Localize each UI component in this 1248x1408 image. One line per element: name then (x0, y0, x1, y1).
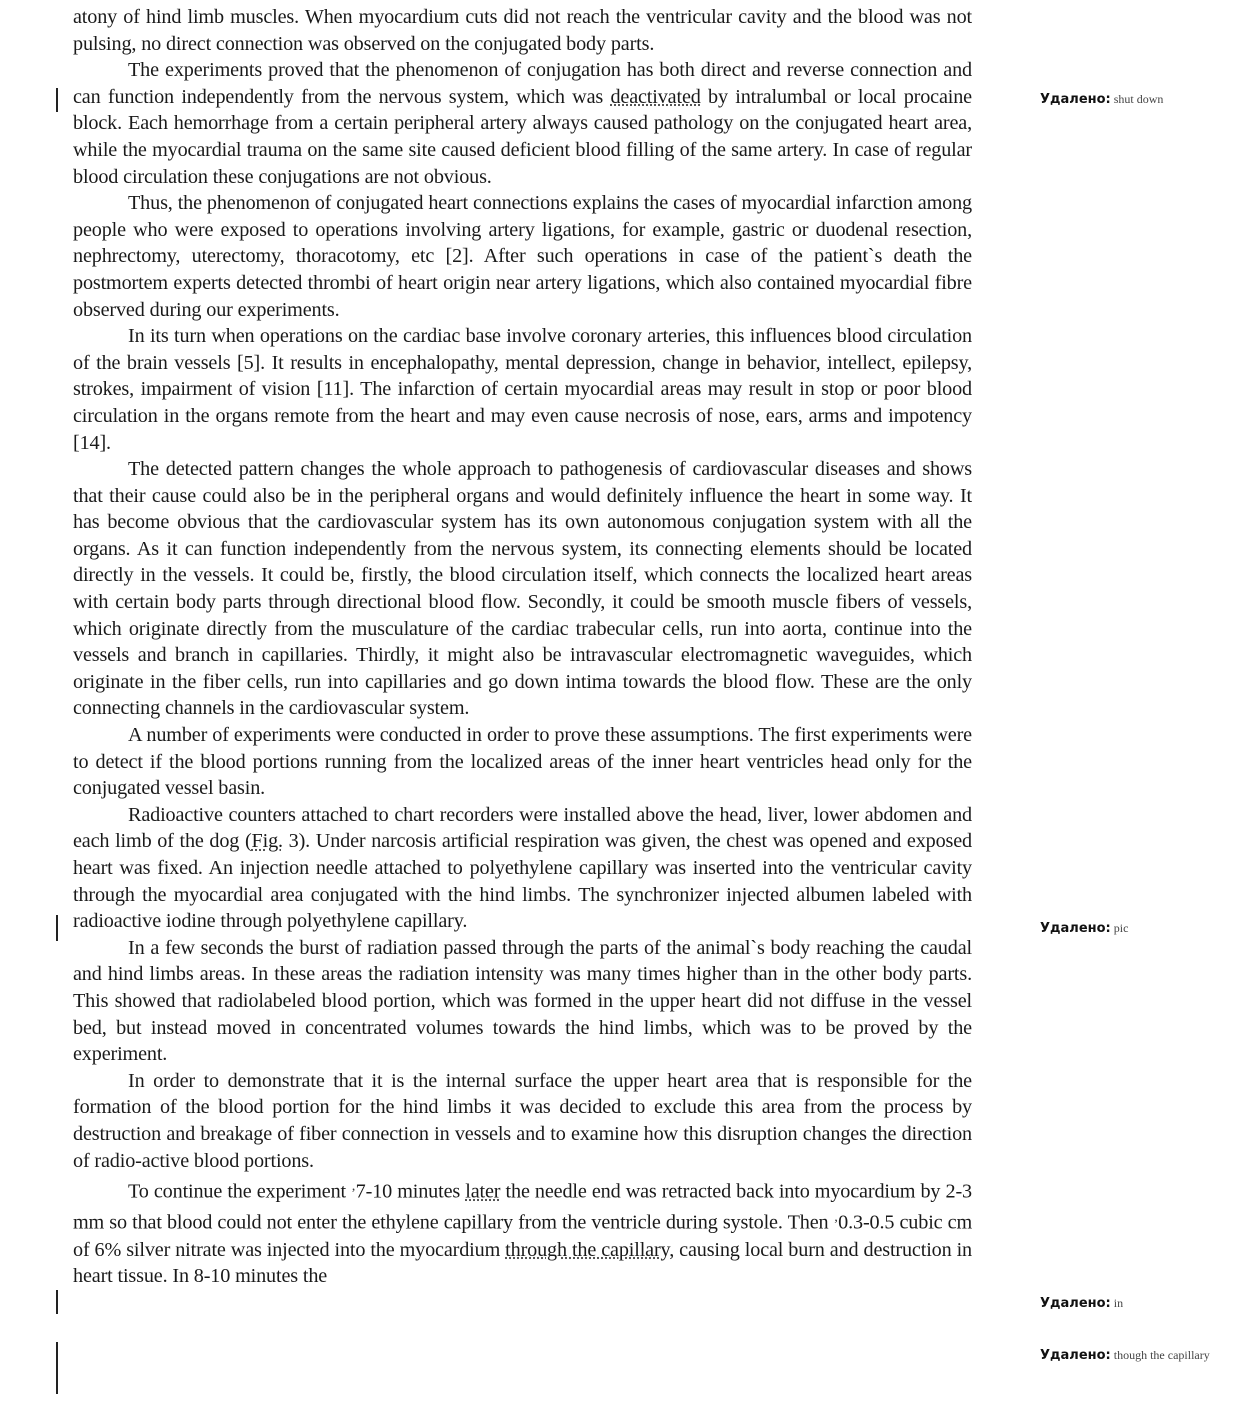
paragraph-text: , causing local burn and destruction in heart tissue. In 8-10 minutes the (73, 1238, 972, 1288)
paragraph (73, 802, 972, 935)
margin-comment-deleted[interactable] (1040, 1347, 1210, 1363)
inserted-text[interactable]: Fig. (251, 830, 283, 853)
change-bar (56, 1342, 58, 1394)
margin-comment-deleted[interactable] (1040, 1295, 1123, 1311)
deleted-text: in (1113, 1296, 1124, 1310)
comment-label: Удалено: (1040, 92, 1111, 107)
paragraph-text: To continue the experiment (128, 1180, 352, 1203)
deletion-marker-icon[interactable]: ‚ (833, 1210, 839, 1226)
paragraph: The detected pattern changes the whole approach to pathogenesis of cardiovascular diseases and shows that their cause could also be in the peripheral organs and would definitely influence the heart in some way. It has become obvious that the cardiovascular system has its own autonomous conjugation system with all the organs. As it can function independently from the nervous system, its connecting elements should be located directly in the vessels. It could be, firstly, the blood circulation itself, which connects the localized heart areas with certain body parts through directional blood flow. Secondly, it could be smooth muscle fibers of vessels, which originate directly from the musculature of the cardiac trabecular cells, run into aorta, continue into the vessels and branch in capillaries. Thirdly, it might also be intravascular electromagnetic waveguides, which originate in the fiber cells, run into capillaries and go down intima towards the blood flow. These are the only connecting channels in the cardiovascular system. (73, 458, 972, 720)
comment-label: Удалено: (1040, 1296, 1111, 1311)
paragraph: In order to demonstrate that it is the internal surface the upper heart area that is responsible for the formation of the blood portion for the hind limbs it was decided to exclude this area from the process by destruction and breakage of fiber connection in vessels and to examine how this disruption changes the direction of radio-active blood portions. (73, 1069, 972, 1172)
deleted-text: shut down (1113, 92, 1164, 106)
paragraph: Thus, the phenomenon of conjugated heart connections explains the cases of myocardial infarction among people who were exposed to operations involving artery ligations, for example, gastric or duodenal resection, nephrectomy, uterectomy, thoracotomy, etc [2]. After such operations in case of the patient`s death the postmortem experts detected thrombi of heart origin near artery ligations, which also contained myocardial fibre observed during our experiments. (73, 192, 972, 321)
paragraph: In its turn when operations on the cardiac base involve coronary arteries, this influences blood circulation of the brain vessels [5]. It results in encephalopathy, mental depression, change in behavior, intellect, epilepsy, strokes, impairment of vision [11]. The infarction of certain myocardial areas may result in stop or poor blood circulation in the organs remote from the heart and may even cause necrosis of nose, ears, arms and impotency [14]. (73, 325, 972, 454)
paragraph-text: 3). Under narcosis artificial respiration was given, the chest was opened and exposed heart was fixed. An injection needle attached to polyethylene capillary was inserted into the ventricular cavity through the myocardial area conjugated with the hind limbs. The synchronizer injected albumen labeled with radioactive iodine through polyethylene capillary. (73, 830, 972, 933)
deleted-text: pic (1113, 921, 1129, 935)
deletion-marker-icon[interactable]: ‚ (351, 1179, 356, 1195)
paragraph: A number of experiments were conducted in order to prove these assumptions. The first experiments were to detect if the blood portions running from the localized areas of the inner heart ventricles head only for the conjugated vessel basin. (73, 724, 972, 800)
comment-label: Удалено: (1040, 921, 1111, 936)
paragraph (73, 1174, 972, 1290)
inserted-text[interactable]: through the capillary (505, 1238, 670, 1261)
inserted-text[interactable]: deactivated (610, 85, 701, 108)
paragraph: In a few seconds the burst of radiation passed through the parts of the animal`s body reaching the caudal and hind limbs areas. In these areas the radiation intensity was many times higher than in the other body parts. This showed that radiolabeled blood portion, which was formed in the upper heart did not diffuse in the vessel bed, but instead moved in concentrated volumes towards the hind limbs, which was to be proved by the experiment. (73, 936, 972, 1066)
paragraph-text: 0.3-0.5 cubic cm of 6% silver nitrate was injected into the myocardium (73, 1212, 973, 1261)
margin-comment-deleted[interactable] (1040, 920, 1128, 936)
paragraph (73, 57, 972, 190)
paragraph-text: the needle end was retracted back into myocardium by 2-3 mm so that blood could not enter the ethylene capillary from the ventricle during systole. Then (73, 1180, 972, 1235)
paragraph-text: by intralumbal or local procaine block. Each hemorrhage from a certain peripheral artery always caused pathology on the conjugated heart area, while the myocardial trauma on the same site caused deficient blood filling of the same artery. In case of regular blood circulation these conjugations are not obvious. (73, 85, 972, 188)
deleted-text: though the capillary (1113, 1348, 1210, 1362)
change-bar (56, 1290, 58, 1314)
paragraph-text: 7-10 minutes (355, 1180, 466, 1203)
document-page (73, 4, 972, 1290)
change-bar (56, 915, 58, 941)
paragraph-text: Radioactive counters attached to chart recorders were installed above the head, liver, lower abdomen and each limb of the dog ( (73, 803, 972, 853)
paragraph: atony of hind limb muscles. When myocardium cuts did not reach the ventricular cavity and the blood was not pulsing, no direct connection was observed on the conjugated body parts. (73, 6, 972, 55)
inserted-text[interactable]: later (465, 1180, 501, 1203)
change-bar (56, 88, 58, 112)
comment-label: Удалено: (1040, 1348, 1111, 1363)
margin-comment-deleted[interactable] (1040, 91, 1163, 107)
paragraph-text: The experiments proved that the phenomenon of conjugation has both direct and reverse connection and can function independently from the nervous system, which was (73, 59, 972, 108)
